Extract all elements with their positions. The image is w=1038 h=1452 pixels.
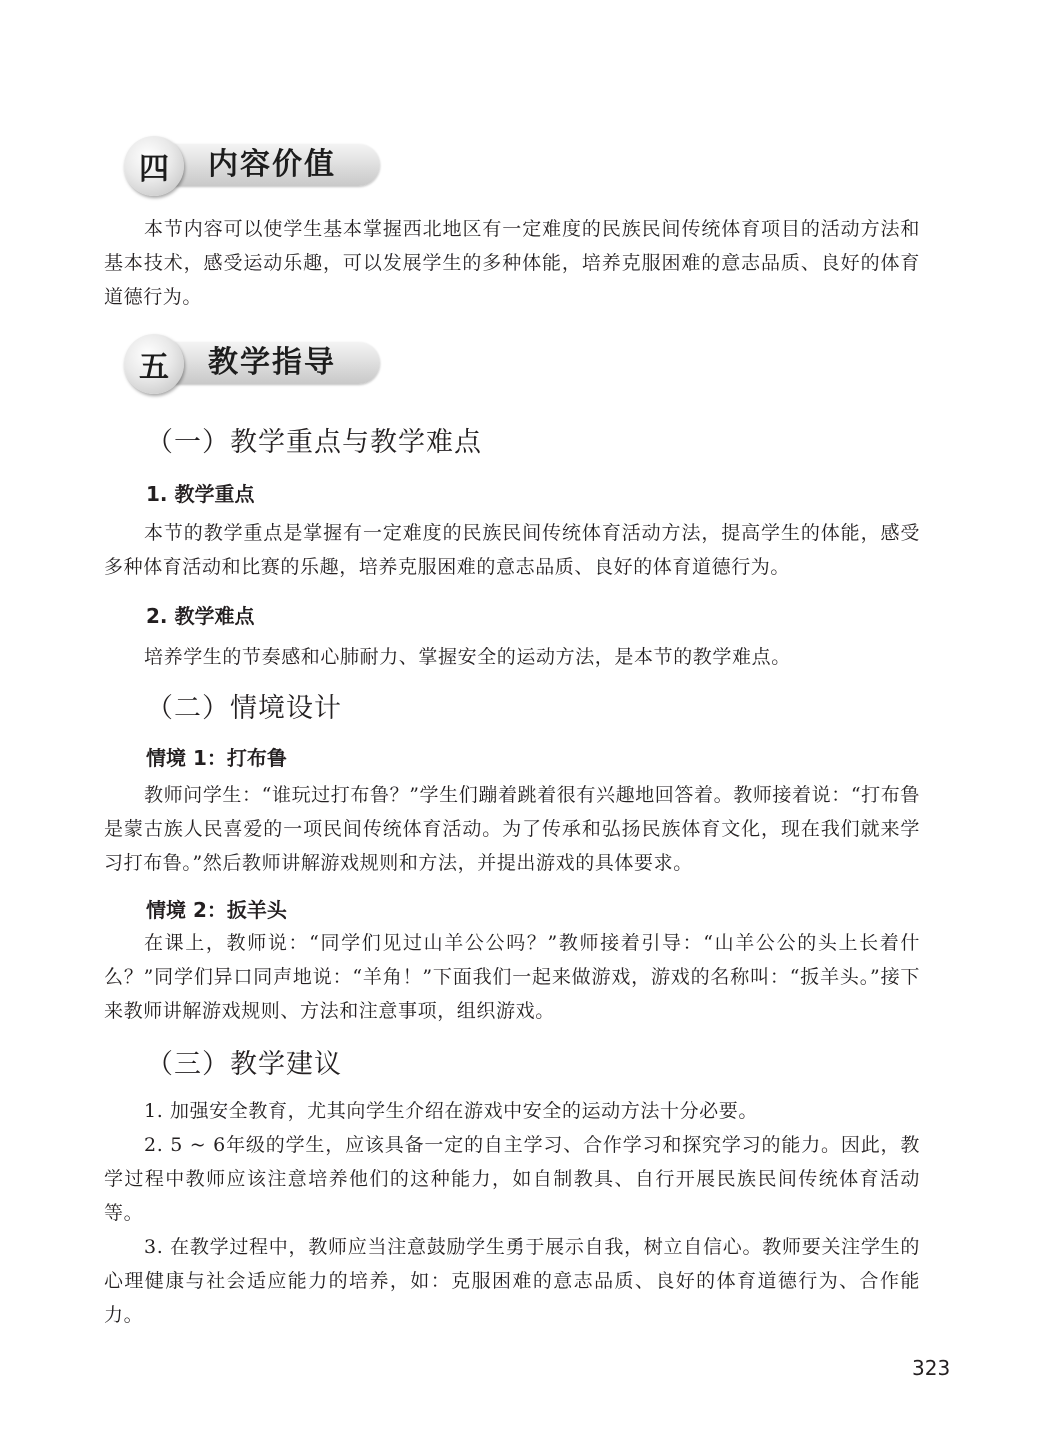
key-point-paragraph: 本节的教学重点是掌握有一定难度的民族民间传统体育活动方法，提高学生的体能，感受多种体育活动和比赛的乐趣，培养克服困难的意志品质、良好的体育道德行为。 [104, 522, 920, 578]
scenario-2-title: 情境 2：扳羊头 [146, 898, 287, 922]
subsection-title-scenario-design: （二）情境设计 [146, 693, 342, 724]
scenario-1-paragraph: 教师问学生：“谁玩过打布鲁？”学生们蹦着跳着很有兴趣地回答着。教师接着说：“打布鲁是蒙古族人民喜爱的一项民间传统体育活动。为了传承和弘扬民族体育文化，现在我们就来学习打布鲁。”然后教师讲解游戏规则和方法，并提出游戏的具体要求。 [104, 784, 920, 874]
section-title: 内容价值 [208, 147, 336, 182]
section-number-badge: 四 [124, 136, 184, 196]
scenario-1-title: 情境 1：打布鲁 [146, 746, 287, 770]
scenario-2-paragraph: 在课上，教师说：“同学们见过山羊公公吗？”教师接着引导：“山羊公公的头上长着什么？”同学们异口同声地说：“羊角！”下面我们一起来做游戏，游戏的名称叫：“扳羊头。”接下来教师讲解游戏规则、方法和注意事项，组织游戏。 [104, 932, 920, 1022]
difficulty-paragraph: 培养学生的节奏感和心肺耐力、掌握安全的运动方法，是本节的教学难点。 [144, 646, 791, 668]
section-header-content-value [124, 136, 384, 196]
section-header-teaching-guidance [124, 334, 384, 394]
content-value-paragraph: 本节内容可以使学生基本掌握西北地区有一定难度的民族民间传统体育项目的活动方法和基本技术，感受运动乐趣，可以发展学生的多种体能，培养克服困难的意志品质、良好的体育道德行为。 [104, 218, 920, 308]
item-title-key-point: 1. 教学重点 [146, 482, 255, 506]
subsection-title-key-points: （一）教学重点与教学难点 [146, 427, 482, 458]
section-number-badge: 五 [124, 334, 184, 394]
suggestion-1-paragraph: 1. 加强安全教育，尤其向学生介绍在游戏中安全的运动方法十分必要。 [144, 1100, 758, 1122]
subsection-title-teaching-suggestions: （三）教学建议 [146, 1049, 342, 1080]
page-number: 323 [912, 1356, 951, 1380]
suggestion-2-paragraph: 2. 5 ~ 6年级的学生，应该具备一定的自主学习、合作学习和探究学习的能力。因此，教学过程中教师应该注意培养他们的这种能力，如自制教具、自行开展民族民间传统体育活动等。 [104, 1134, 920, 1224]
item-title-difficulty: 2. 教学难点 [146, 604, 255, 628]
section-title: 教学指导 [208, 345, 336, 380]
suggestion-3-paragraph: 3. 在教学过程中，教师应当注意鼓励学生勇于展示自我，树立自信心。教师要关注学生的心理健康与社会适应能力的培养，如：克服困难的意志品质、良好的体育道德行为、合作能力。 [104, 1236, 920, 1326]
